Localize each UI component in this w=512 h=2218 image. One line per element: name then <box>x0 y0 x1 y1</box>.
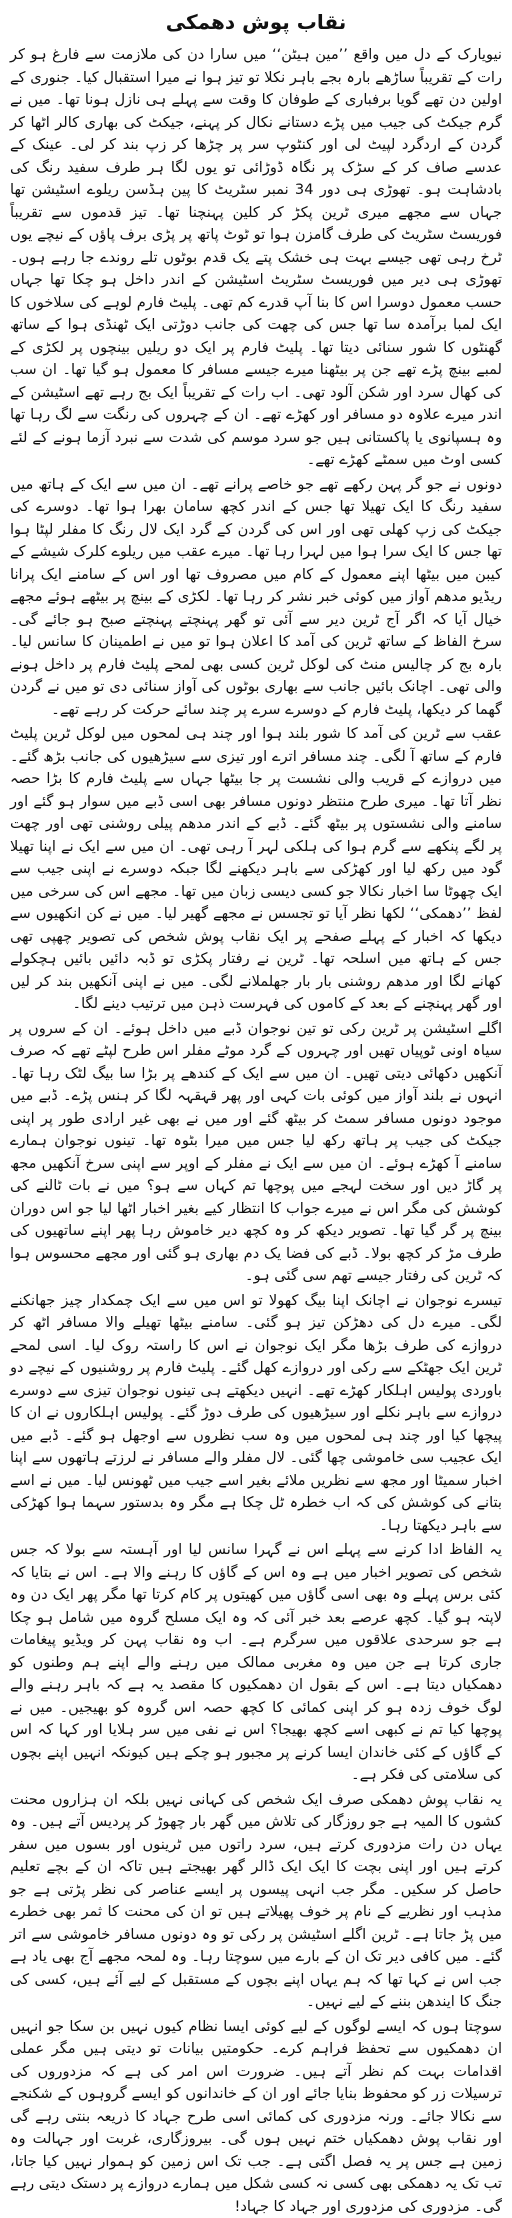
article-paragraph: تیسرے نوجوان نے اچانک اپنا بیگ کھولا تو اس میں سے ایک چمکدار چیز جھانکنے لگی۔ میرے دل کی دھڑکن تیز ہو گئی۔ سامنے بیٹھا تھیلے والا مسافر اٹھ کر دروازے کی طرف بڑھا مگر ایک نوجوان نے اس کا راستہ روک لیا۔ اسی لمحے ٹرین ایک جھٹکے سے رکی اور دروازے کھل گئے۔ پلیٹ فارم پر روشنیوں کے نیچے دو باوردی پولیس اہلکار کھڑے تھے۔ انہیں دیکھتے ہی تینوں نوجوان تیزی سے دوسرے دروازے سے باہر نکلے اور سیڑھیوں کی طرف دوڑ گئے۔ پولیس اہلکاروں نے ان کا پیچھا کیا اور چند ہی لمحوں میں وہ سب نظروں سے اوجھل ہو گئے۔ ڈبے میں ایک عجیب سی خاموشی چھا گئی۔ لال مفلر والے مسافر نے لرزتے ہاتھوں سے اپنا اخبار سمیٹا اور مجھ سے نظریں ملائے بغیر اسے جیب میں ٹھونس لیا۔ میں نے اسے بتانے کی کوشش کی کہ اب خطرہ ٹل چکا ہے مگر وہ بدستور سہما ہوا کھڑکی سے باہر دیکھتا رہا۔ <box>10 1290 502 1538</box>
article-paragraph: عقب سے ٹرین کی آمد کا شور بلند ہوا اور چند ہی لمحوں میں لوکل ٹرین پلیٹ فارم کے ساتھ آ لگی۔ چند مسافر اترے اور تیزی سے سیڑھیوں کی جانب بڑھ گئے۔ میں دروازے کے قریب والی نشست پر جا بیٹھا جہاں سے پلیٹ فارم کا بڑا حصہ نظر آتا تھا۔ میری طرح منتظر دونوں مسافر بھی اسی ڈبے میں سوار ہو گئے اور سامنے والی نشستوں پر بیٹھ گئے۔ ڈبے کے اندر مدھم پیلی روشنی تھی اور چھت پر لگے پنکھے سے گرم ہوا کی ہلکی لہر آ رہی تھی۔ ان میں سے ایک نے اپنا تھیلا گود میں رکھ لیا اور کھڑکی سے باہر دیکھنے لگا جبکہ دوسرے نے اپنی جیب سے ایک چھوٹا سا اخبار نکالا جو کسی دیسی زبان میں تھا۔ مجھے اس کی سرخی میں لفظ ’’دھمکی‘‘ لکھا نظر آیا تو تجسس نے مجھے گھیر لیا۔ میں نے کن انکھیوں سے دیکھا کہ اخبار کے پہلے صفحے پر ایک نقاب پوش شخص کی تصویر چھپی تھی جس کے ہاتھ میں اسلحہ تھا۔ ٹرین نے رفتار پکڑی تو ڈبہ دائیں بائیں ہچکولے کھانے لگا اور مدھم روشنی بار بار جھلملانے لگی۔ میں نے اپنی آنکھیں بند کر لیں اور گھر پہنچنے کے بعد کے کاموں کی فہرست ذہن میں ترتیب دینے لگا۔ <box>10 723 502 1016</box>
article-body <box>10 44 502 2218</box>
article-paragraph: یہ نقاب پوش دھمکی صرف ایک شخص کی کہانی نہیں بلکہ ان ہزاروں محنت کشوں کا المیہ ہے جو روزگار کی تلاش میں گھر بار چھوڑ کر پردیس آتے ہیں۔ وہ یہاں دن رات مزدوری کرتے ہیں، سرد راتوں میں ٹرینوں اور بسوں میں سفر کرتے ہیں اور اپنی بچت کا ایک ایک ڈالر گھر بھیجتے ہیں تاکہ ان کے بچے تعلیم حاصل کر سکیں۔ مگر جب انہی پیسوں پر ایسے عناصر کی نظر پڑتی ہے جو مذہب اور نظریے کے نام پر خوف پھیلاتے ہیں تو ان کی محنت کا ثمر بھی خطرے میں پڑ جاتا ہے۔ ٹرین اگلے اسٹیشن پر رکی تو وہ دونوں مسافر خاموشی سے اتر گئے۔ میں کافی دیر تک ان کے بارے میں سوچتا رہا۔ وہ لمحہ مجھے آج بھی یاد ہے جب اس نے کہا تھا کہ ہم یہاں اپنے بچوں کے مستقبل کے لیے آئے ہیں، کسی کی جنگ کا ایندھن بننے کے لیے نہیں۔ <box>10 1789 502 2014</box>
article-title: نقاب پوش دھمکی <box>10 8 502 36</box>
article-paragraph: سوچتا ہوں کہ ایسے لوگوں کے لیے کوئی ایسا نظام کیوں نہیں بن سکا جو انہیں ان دھمکیوں سے تحفظ فراہم کرے۔ حکومتیں بیانات تو دیتی ہیں مگر عملی اقدامات بہت کم نظر آتے ہیں۔ ضرورت اس امر کی ہے کہ مزدوروں کی ترسیلات زر کو محفوظ بنایا جائے اور ان کے خاندانوں کو ایسے گروہوں کے شکنجے سے نکالا جائے۔ ورنہ مزدوری کی کمائی اسی طرح جہاد کا ذریعہ بنتی رہے گی اور نقاب پوش دھمکیاں ختم نہیں ہوں گی۔ بیروزگاری، غربت اور جہالت وہ زمین ہے جس پر یہ فصل اگتی ہے۔ جب تک اس زمین کو ہموار نہیں کیا جاتا، تب تک یہ دھمکی بھی کسی نہ کسی شکل میں ہمارے دروازے پر دستک دیتی رہے گی۔ مزدوری کی مزدوری اور جہاد کا جہاد! <box>10 2016 502 2218</box>
article-paragraph: یہ الفاظ ادا کرنے سے پہلے اس نے گہرا سانس لیا اور آہستہ سے بولا کہ جس شخص کی تصویر اخبار میں ہے وہ اس کے گاؤں کا رہنے والا ہے۔ اس نے بتایا کہ کئی برس پہلے وہ بھی اسی گاؤں میں کھیتوں پر کام کرتا تھا مگر پھر ایک دن وہ لاپتہ ہو گیا۔ کچھ عرصے بعد خبر آئی کہ وہ ایک مسلح گروہ میں شامل ہو چکا ہے جو سرحدی علاقوں میں سرگرم ہے۔ اب وہ نقاب پہن کر ویڈیو پیغامات جاری کرتا ہے جن میں وہ مغربی ممالک میں رہنے والے اپنے ہم وطنوں کو دھمکیاں دیتا ہے۔ اس کے بقول ان دھمکیوں کا مقصد یہ ہے کہ باہر رہنے والے لوگ خوف زدہ ہو کر اپنی کمائی کا کچھ حصہ اس گروہ کو بھیجیں۔ میں نے پوچھا کیا تم نے کبھی اسے کچھ بھیجا؟ اس نے نفی میں سر ہلایا اور کہا کہ اس کے گاؤں کے کئی خاندان ایسا کرنے پر مجبور ہو چکے ہیں کیونکہ انہیں اپنے بچوں کی سلامتی کی فکر ہے۔ <box>10 1539 502 1787</box>
article-paragraph: دونوں نے جو گر پہن رکھے تھے جو خاصے پرانے تھے۔ ان میں سے ایک کے ہاتھ میں سفید رنگ کا ایک تھیلا تھا جس کے اندر کچھ سامان بھرا ہوا تھا۔ دوسرے کی جیکٹ کی زپ کھلی تھی اور اس کی گردن کے گرد ایک لال رنگ کا مفلر لپٹا ہوا تھا جس کا ایک سرا ہوا میں لہرا رہا تھا۔ میرے عقب میں ریلوے کلرک شیشے کے کیبن میں بیٹھا اپنے معمول کے کام میں مصروف تھا اور اس کے سامنے ایک پرانا ریڈیو مدھم آواز میں کوئی خبر نشر کر رہا تھا۔ لکڑی کے بینچ پر بیٹھے ہوئے مجھے خیال آیا کہ اگر آج ٹرین دیر سے آئی تو گھر پہنچتے پہنچتے صبح ہو جائے گی۔ سرخ الفاظ کے ساتھ ٹرین کی آمد کا اعلان ہوا تو میں نے اطمینان کا سانس لیا۔ بارہ بج کر چالیس منٹ کی لوکل ٹرین کسی بھی لمحے پلیٹ فارم پر داخل ہونے والی تھی۔ اچانک بائیں جانب سے بھاری بوٹوں کی آواز سنائی دی تو میں نے گردن گھما کر دیکھا، پلیٹ فارم کے دوسرے سرے پر چند سائے حرکت کر رہے تھے۔ <box>10 474 502 722</box>
article-paragraph: اگلے اسٹیشن پر ٹرین رکی تو تین نوجوان ڈبے میں داخل ہوئے۔ ان کے سروں پر سیاہ اونی ٹوپیاں تھیں اور چہروں کے گرد موٹے مفلر اس طرح لپٹے تھے کہ صرف آنکھیں دکھائی دیتی تھیں۔ ان میں سے ایک کے کندھے پر بڑا سا بیگ لٹک رہا تھا۔ انہوں نے بلند آواز میں کوئی بات کہی اور پھر قہقہہ لگا کر ہنس پڑے۔ ڈبے میں موجود دونوں مسافر سمٹ کر بیٹھ گئے اور میں نے بھی غیر ارادی طور پر اپنی جیکٹ کی جیب پر ہاتھ رکھ لیا جس میں میرا بٹوہ تھا۔ تینوں نوجوان ہمارے سامنے آ کھڑے ہوئے۔ ان میں سے ایک نے مفلر کے اوپر سے اپنی سرخ آنکھیں مجھ پر گاڑ دیں اور سخت لہجے میں پوچھا تم کہاں سے ہو؟ میں نے بات ٹالنے کی کوشش کی مگر اس نے میرے جواب کا انتظار کیے بغیر اخبار اٹھا لیا جو اس دوران بینچ پر گر گیا تھا۔ تصویر دیکھ کر وہ کچھ دیر خاموش رہا پھر اپنے ساتھیوں کی طرف مڑ کر کچھ بولا۔ ڈبے کی فضا یک دم بھاری ہو گئی اور مجھے محسوس ہوا کہ ٹرین کی رفتار جیسے تھم سی گئی ہو۔ <box>10 1018 502 1288</box>
article-paragraph: نیویارک کے دل میں واقع ’’مین ہیٹن‘‘ میں سارا دن کی ملازمت سے فارغ ہو کر رات کے تقریباً ساڑھے بارہ بجے باہر نکلا تو تیز ہوا نے میرا استقبال کیا۔ جنوری کے اولین دن تھے گویا برفباری کے طوفان کا وقت سے پہلے ہی نازل ہونا تھا۔ میں نے گرم جیکٹ کی جیب میں پڑے دستانے نکال کر پہنے، جیکٹ کی بھاری کالر اٹھا کر گردن کے اردگرد لپیٹ لی اور کنٹوپ سر پر چڑھا کر زپ بند کر لی۔ عینک کے عدسے صاف کر کے سڑک پر نگاہ ڈوڑائی تو یوں لگا ہر طرف سفید رنگ کی بادشاہت ہو۔ تھوڑی ہی دور 34 نمبر سٹریٹ کا پین ہڈسن ریلوے اسٹیشن تھا جہاں سے مجھے میری ٹرین پکڑ کر کلین پہنچنا تھا۔ تیز قدموں سے تقریباً فوریسٹ سٹریٹ کی طرف گامزن ہوا تو ٹوٹ پاتھ پر پڑی برف پاؤں کے نیچے یوں ٹرخ رہی تھی جیسے بہت ہی خشک پتے یک قدم بوٹوں تلے روندے جا رہے ہوں۔ تھوڑی ہی دیر میں فوریسٹ سٹریٹ اسٹیشن کے اندر داخل ہو چکا تھا جہاں حسب معمول دوسرا اس کا بنا آپ قدرے کم تھی۔ پلیٹ فارم لوہے کی سلاخوں کا ایک لمبا برآمدہ سا تھا جس کی چھت کی جانب دوڑتی ایک ٹھنڈی ہوا کے ساتھ گھنٹوں کا شور سنائی دیتا تھا۔ پلیٹ فارم پر ایک دو ریلیں بینچوں پر لکڑی کے لمبے بینچ پڑے تھے جن پر بیٹھنا میرے جیسے مسافر کا معمول ہو گیا تھا۔ ان سب کی کھال سرد اور شکن آلود تھی۔ اب رات کے تقریباً ایک بج رہے تھے اسٹیشن کے اندر میرے علاوہ دو مسافر اور کھڑے تھے۔ ان کے چہروں کی رنگت سے لگ رہا تھا وہ ہسپانوی یا پاکستانی ہیں جو سرد موسم کی شدت سے نبرد آزما ہونے کے لئے کسی اوٹ میں سمٹے کھڑے تھے۔ <box>10 44 502 472</box>
